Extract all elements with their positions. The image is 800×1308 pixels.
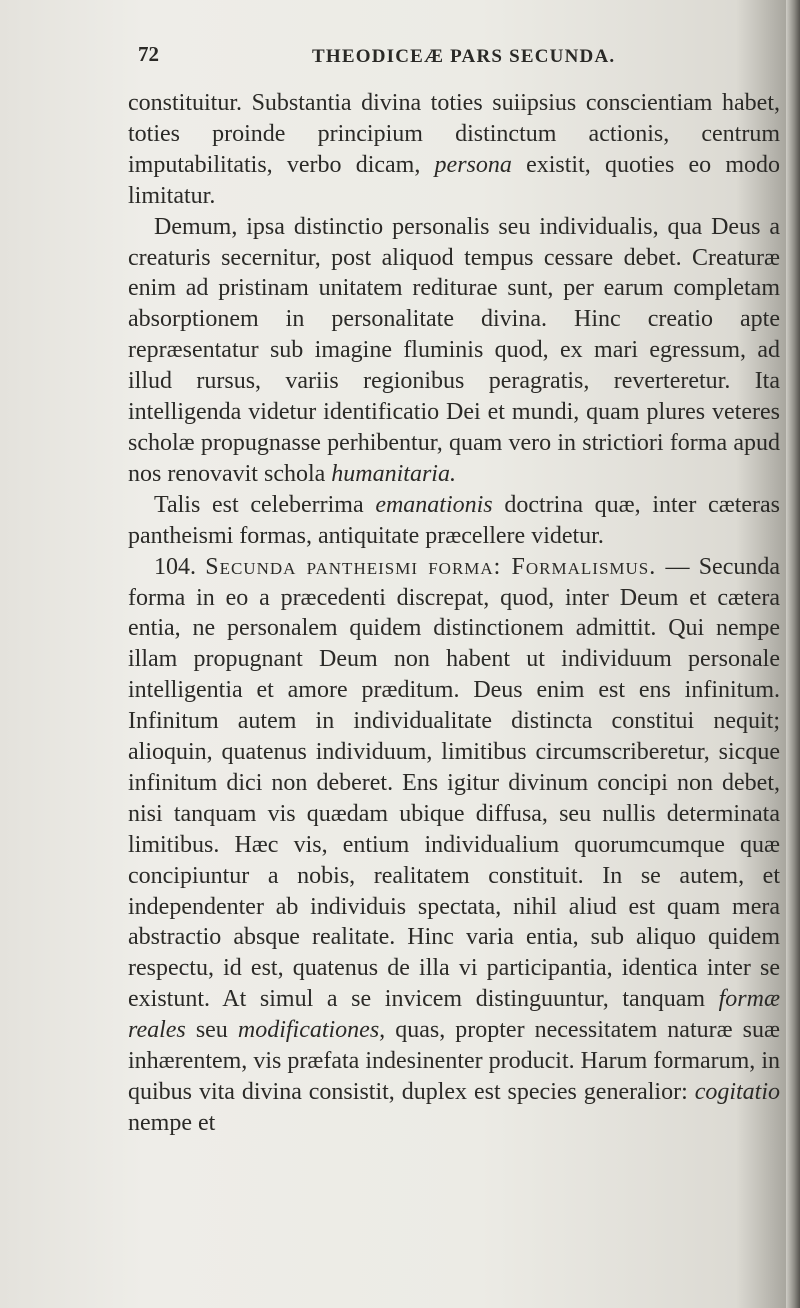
section-heading: Secunda pantheismi forma: Formalismus. — [205, 553, 657, 580]
paragraph-4-text: — Secunda forma in eo a præcedenti discrepat, quod, inter Deum et cætera entia, ne personalem quidem distinctionem admittit. Qui nempe illam propugnant Deum non habent ut individuum personale intelligentia et amore præditum. Deus enim est ens infinitum. Infinitum autem in individualitate distincta constitui nequit; alioquin, quatenus individuum, limitibus circumscriberetur, sicque infinitum dici non deberet. Ens igitur divinum concipi non debet, nisi tanquam vis quædam ubique diffusa, seu nullis determinata limitibus. Hæc vis, entium individualium quorumcumque quæ concipiuntur a nobis, realitatem constituit. In se autem, et independenter ab individuis spectata, nihil aliud est quam mera abstractio absque realitate. Hinc varia entia, sub aliquo quidem respectu, id est, quatenus de illa vi participantia, identica inter se existunt. At simul a se invicem distinguuntur, tanquam — [128, 553, 781, 1013]
running-title: THEODICEÆ PARS SECUNDA. — [312, 46, 616, 67]
body-text — [128, 88, 780, 1139]
paragraph-1 — [128, 88, 780, 212]
paragraph-1-emphasis: persona — [434, 151, 512, 178]
page-number: 72 — [138, 42, 159, 66]
paragraph-4-emphasis-3: cogitatio — [694, 1079, 781, 1105]
paragraph-3-end: doctrina quæ, inter cæteras pantheismi formas, antiquitate præcellere videtur. — [128, 491, 781, 549]
paragraph-1-end: existit, quoties eo modo limitatur. — [128, 151, 781, 209]
paragraph-3-start: Talis est celeberrima — [154, 491, 364, 518]
paragraph-4-emphasis-2: modificationes, — [237, 1017, 386, 1044]
paragraph-1-text: constituitur. Substantia divina toties suiipsius conscientiam habet, toties proinde principium distinctum actionis, centrum imputabilitatis, verbo dicam, — [128, 90, 780, 178]
section-number: 104. — [154, 553, 196, 580]
paragraph-2-text: Demum, ipsa distinctio personalis seu individualis, qua Deus a creaturis secernitur, post aliquod tempus cessare debet. Creaturæ enim ad pristinam unitatem rediturae sunt, per earum completam absorptionem in personalitate divina. Hinc creatio apte repræsentatur sub imagine fluminis quod, ex mari egressum, ad illud rursus, variis regionibus peragratis, reverteretur. Ita intelligenda videtur identificatio Dei et mundi, quam plures veteres scholæ propugnasse perhibentur, quam vero in strictiori forma apud nos renovavit schola — [128, 213, 780, 487]
paragraph-2-emphasis: humanitaria. — [331, 460, 456, 487]
paragraph-4-end: nempe et — [128, 1109, 216, 1136]
paragraph-4-mid: seu — [195, 1017, 228, 1044]
paragraph-3 — [128, 490, 780, 552]
paragraph-2 — [128, 212, 780, 490]
paragraph-4-continued: quas, propter necessitatem naturæ suæ inhærentem, vis præfata indesinenter producit. Harum formarum, in quibus vita divina consistit, duplex est species generalior: — [128, 1017, 780, 1105]
paragraph-4-emphasis-1: formæ reales — [128, 986, 780, 1044]
paragraph-4 — [128, 552, 780, 1139]
page-edge-shadow — [786, 0, 800, 1308]
page-header — [130, 42, 780, 78]
paragraph-3-emphasis: emanationis — [375, 491, 493, 518]
